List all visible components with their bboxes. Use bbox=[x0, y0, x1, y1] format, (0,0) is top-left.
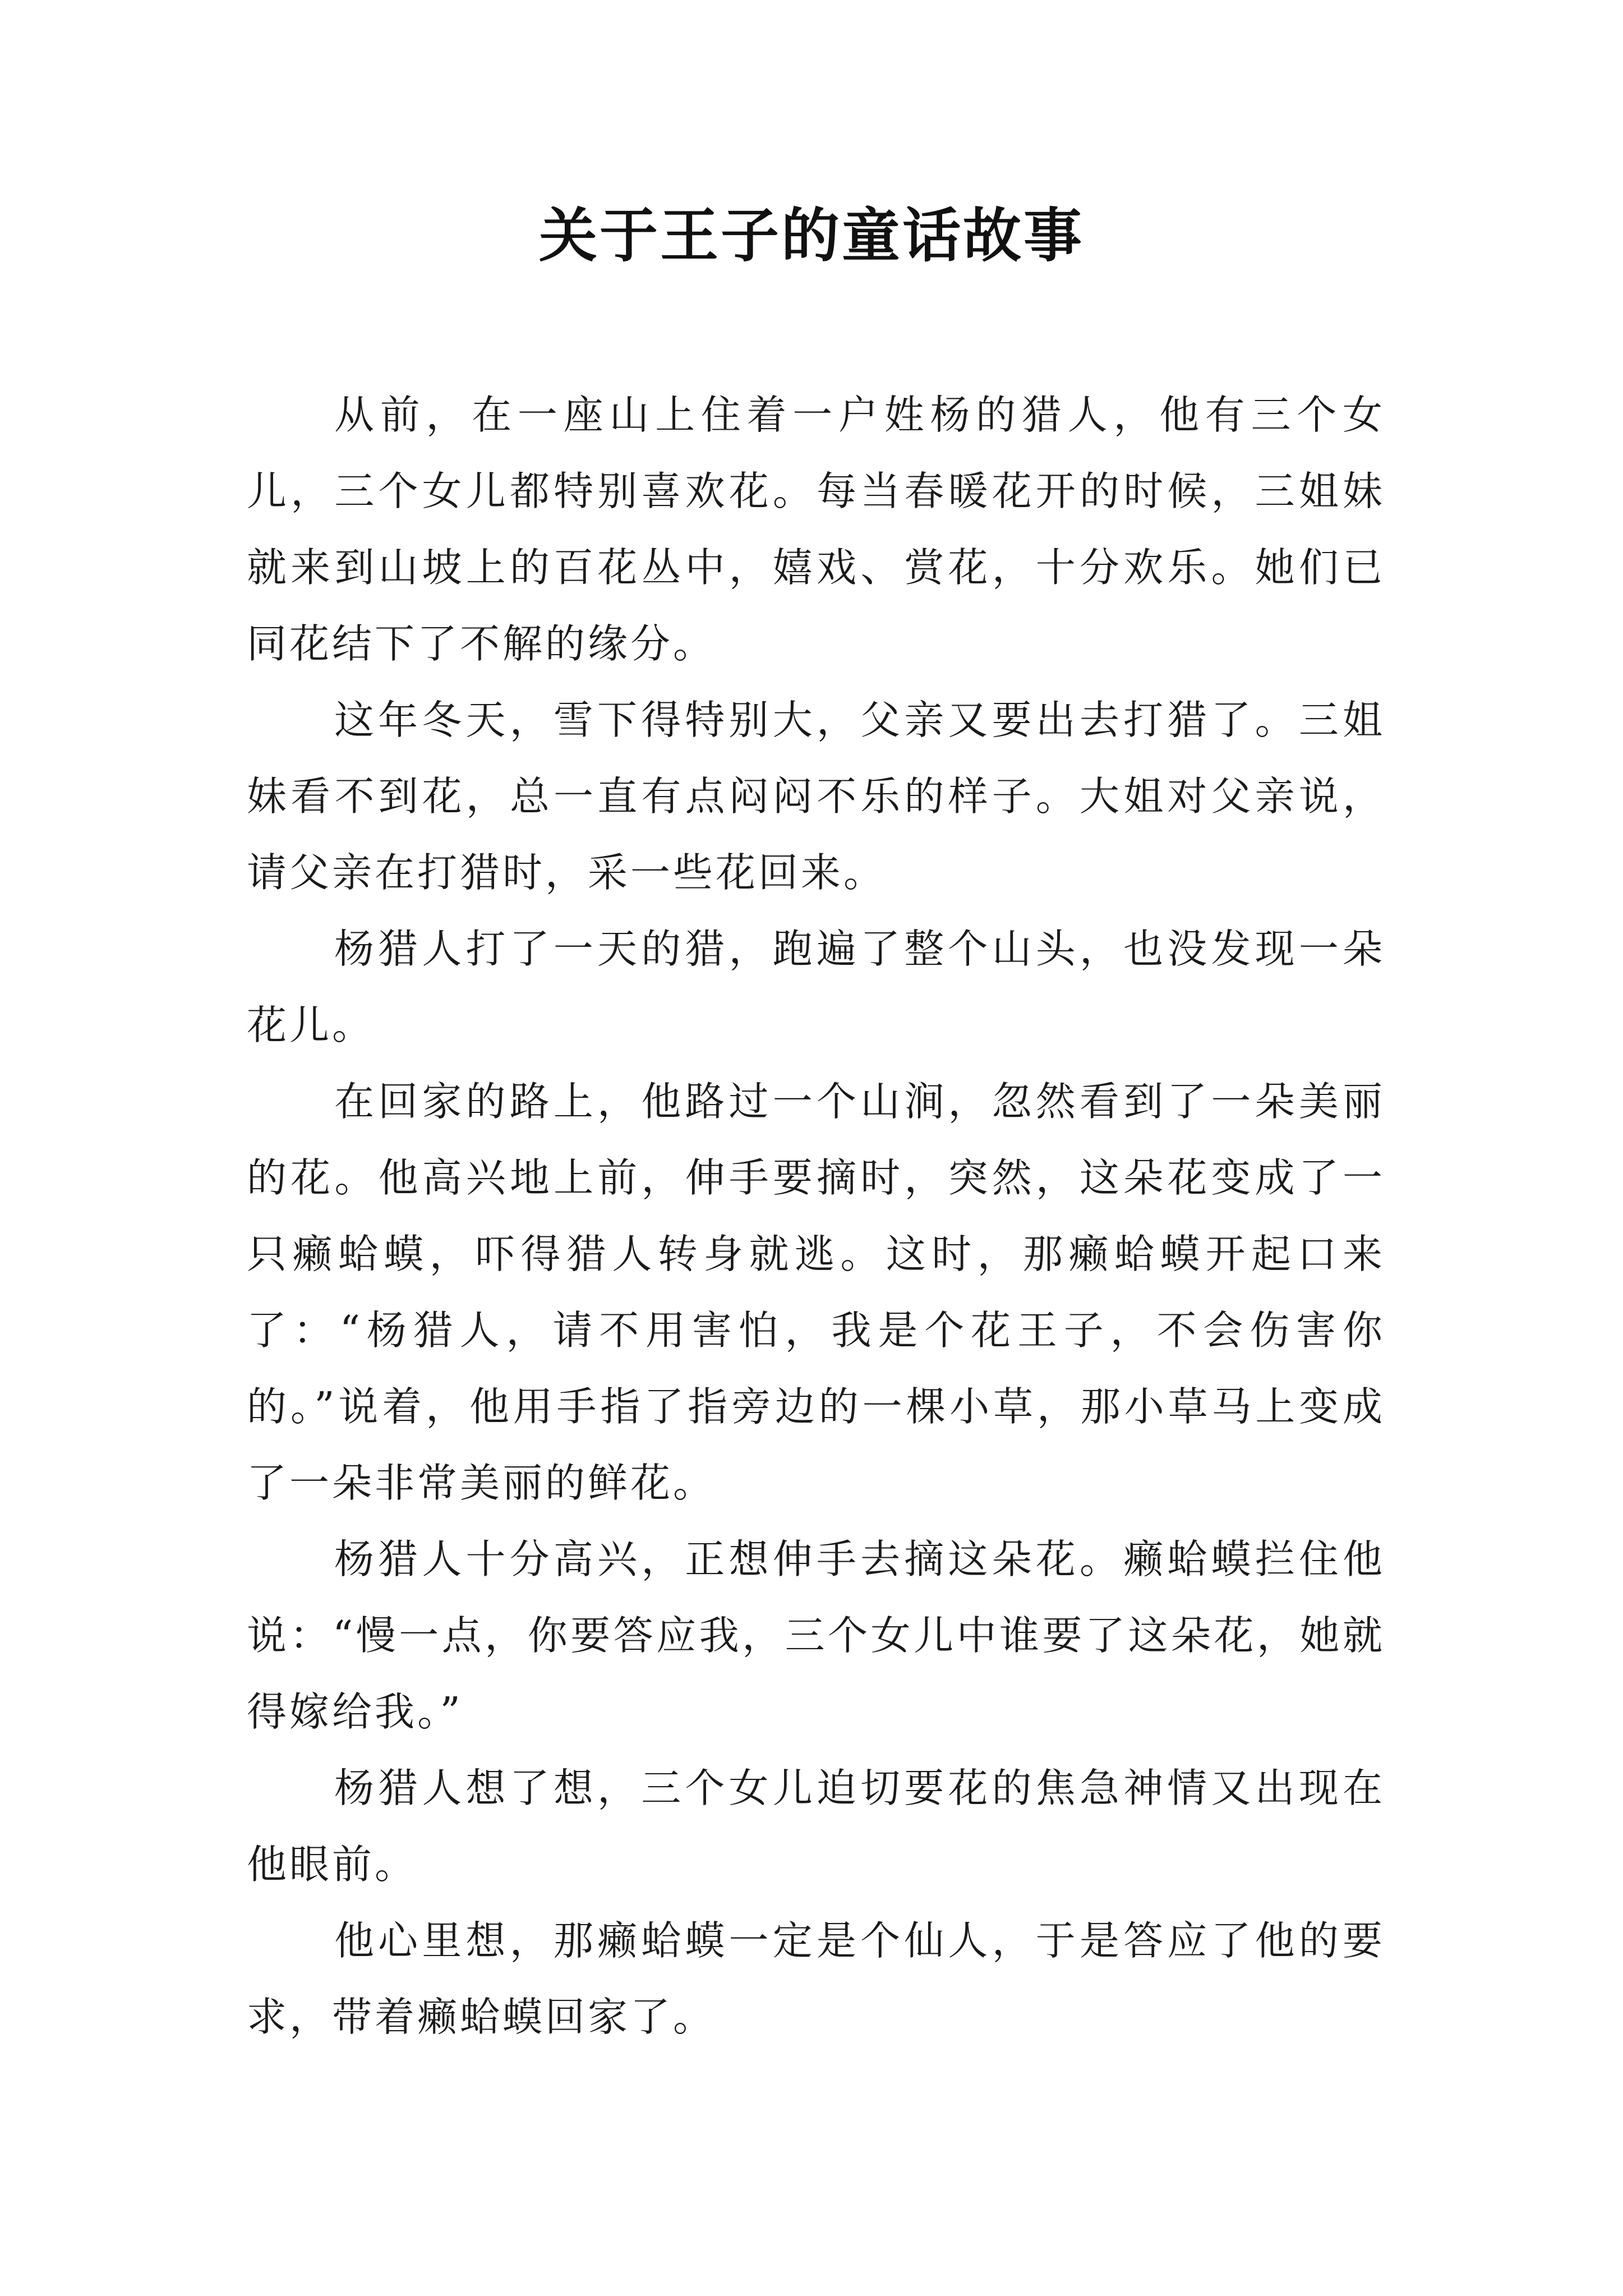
paragraph: 杨猎人想了想，三个女儿迫切要花的焦急神情又出现在他眼前。 bbox=[247, 1765, 1385, 1888]
paragraph: 这年冬天，雪下得特别大，父亲又要出去打猎了。三姐妹看不到花，总一直有点闷闷不乐的样子。大姐对父亲说，请父亲在打猎时，采一些花回来。 bbox=[247, 697, 1385, 896]
paragraph: 在回家的路上，他路过一个山涧，忽然看到了一朵美丽的花。他高兴地上前，伸手要摘时，突然，这朵花变成了一只癞蛤蟆，吓得猎人转身就逃。这时，那癞蛤蟆开起口来了：“杨猎人，请不用害怕，我是个花王子，不会伤害你的。”说着，他用手指了指旁边的一棵小草，那小草马上变成了一朵非常美丽的鲜花。 bbox=[247, 1078, 1385, 1506]
paragraph: 杨猎人十分高兴，正想伸手去摘这朵花。癞蛤蟆拦住他说：“慢一点，你要答应我，三个女儿中谁要了这朵花，她就得嫁给我。” bbox=[247, 1536, 1385, 1735]
paragraph: 他心里想，那癞蛤蟆一定是个仙人，于是答应了他的要求，带着癞蛤蟆回家了。 bbox=[247, 1917, 1385, 2040]
paragraph: 从前，在一座山上住着一户姓杨的猎人，他有三个女儿，三个女儿都特别喜欢花。每当春暖花开的时候，三姐妹就来到山坡上的百花丛中，嬉戏、赏花，十分欢乐。她们已同花结下了不解的缘分。 bbox=[247, 392, 1385, 667]
paragraph: 杨猎人打了一天的猎，跑遍了整个山头，也没发现一朵花儿。 bbox=[247, 926, 1385, 1048]
document-title: 关于王子的童话故事 bbox=[538, 201, 1084, 270]
document-body bbox=[247, 377, 1385, 2055]
